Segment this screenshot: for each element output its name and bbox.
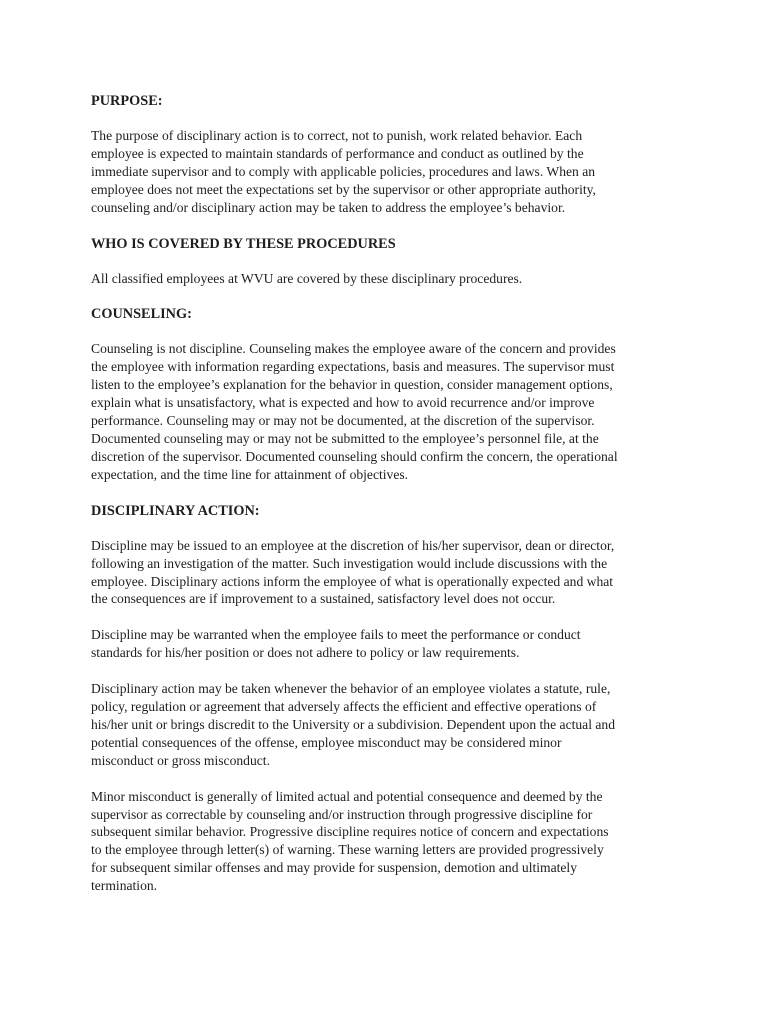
section-heading: WHO IS COVERED BY THESE PROCEDURES — [91, 235, 396, 252]
text-line: the consequences are if improvement to a sustained, satisfactory level does not occur. — [91, 591, 556, 607]
text-line: Minor misconduct is generally of limited actual and potential consequence and deemed by the — [91, 788, 603, 804]
paragraph — [91, 127, 691, 217]
text-line: to the employee through letter(s) of warning. These warning letters are provided progressively — [91, 842, 604, 858]
text-line: Counseling is not discipline. Counseling makes the employee aware of the concern and provides — [91, 341, 616, 357]
text-line: discretion of the supervisor. Documented counseling should confirm the concern, the operational — [91, 448, 618, 464]
document-page — [91, 92, 691, 913]
text-line: The purpose of disciplinary action is to correct, not to punish, work related behavior. Each — [91, 128, 583, 143]
paragraph — [91, 788, 691, 895]
text-line: potential consequences of the offense, employee misconduct may be considered minor — [91, 734, 562, 750]
paragraph — [91, 537, 691, 609]
paragraph — [91, 270, 691, 288]
text-line: immediate supervisor and to comply with applicable policies, procedures and laws. When an — [91, 163, 596, 179]
text-line: expectation, and the time line for attainment of objectives. — [91, 466, 409, 482]
section-who-is-covered — [91, 235, 691, 288]
text-line: his/her unit or brings discredit to the University or a subdivision. Dependent upon the actual and — [91, 716, 616, 732]
text-line: Disciplinary action may be taken whenever the behavior of an employee violates a statute, rule, — [91, 681, 611, 697]
section-purpose — [91, 92, 691, 217]
paragraph — [91, 340, 691, 483]
text-line: Documented counseling may or may not be submitted to the employee’s personnel file, at the — [91, 430, 599, 446]
text-line: misconduct or gross misconduct. — [91, 752, 270, 768]
text-line: the employee with information regarding expectations, basis and measures. The supervisor must — [91, 359, 615, 375]
text-line: termination. — [91, 878, 158, 894]
text-line: All classified employees at WVU are covered by these disciplinary procedures. — [91, 270, 523, 286]
text-line: Discipline may be issued to an employee at the discretion of his/her supervisor, dean or director, — [91, 537, 615, 553]
section-heading: COUNSELING: — [91, 306, 192, 323]
paragraph — [91, 626, 691, 662]
section-heading: PURPOSE: — [91, 93, 163, 109]
section-disciplinary-action — [91, 502, 691, 895]
text-line: Discipline may be warranted when the employee fails to meet the performance or conduct — [91, 627, 581, 643]
text-line: following an investigation of the matter. Such investigation would include discussions with the — [91, 555, 608, 571]
section-heading: DISCIPLINARY ACTION: — [91, 502, 260, 519]
paragraph — [91, 680, 691, 770]
text-line: performance. Counseling may or may not be documented, at the discretion of the supervisor. — [91, 413, 595, 429]
section-counseling — [91, 305, 691, 483]
text-line: policy, regulation or agreement that adversely affects the efficient and effective operations of — [91, 699, 597, 715]
text-line: for subsequent similar offenses and may provide for suspension, demotion and ultimately — [91, 860, 578, 876]
text-line: supervisor as correctable by counseling and/or instruction through progressive discipline for — [91, 806, 593, 822]
text-line: employee is expected to maintain standards of performance and conduct as outlined by the — [91, 145, 584, 161]
text-line: employee. Disciplinary actions inform the employee of what is operationally expected and what — [91, 573, 614, 589]
text-line: standards for his/her position or does not adhere to policy or law requirements. — [91, 645, 520, 661]
text-line: subsequent similar behavior. Progressive discipline requires notice of concern and expectations — [91, 824, 609, 840]
text-line: listen to the employee’s explanation for the behavior in question, consider management options, — [91, 377, 613, 393]
text-line: employee does not meet the expectations set by the supervisor or other appropriate authority, — [91, 181, 596, 197]
text-line: counseling and/or disciplinary action may be taken to address the employee’s behavior. — [91, 199, 566, 215]
text-line: explain what is unsatisfactory, what is expected and how to avoid recurrence and/or improve — [91, 395, 595, 411]
